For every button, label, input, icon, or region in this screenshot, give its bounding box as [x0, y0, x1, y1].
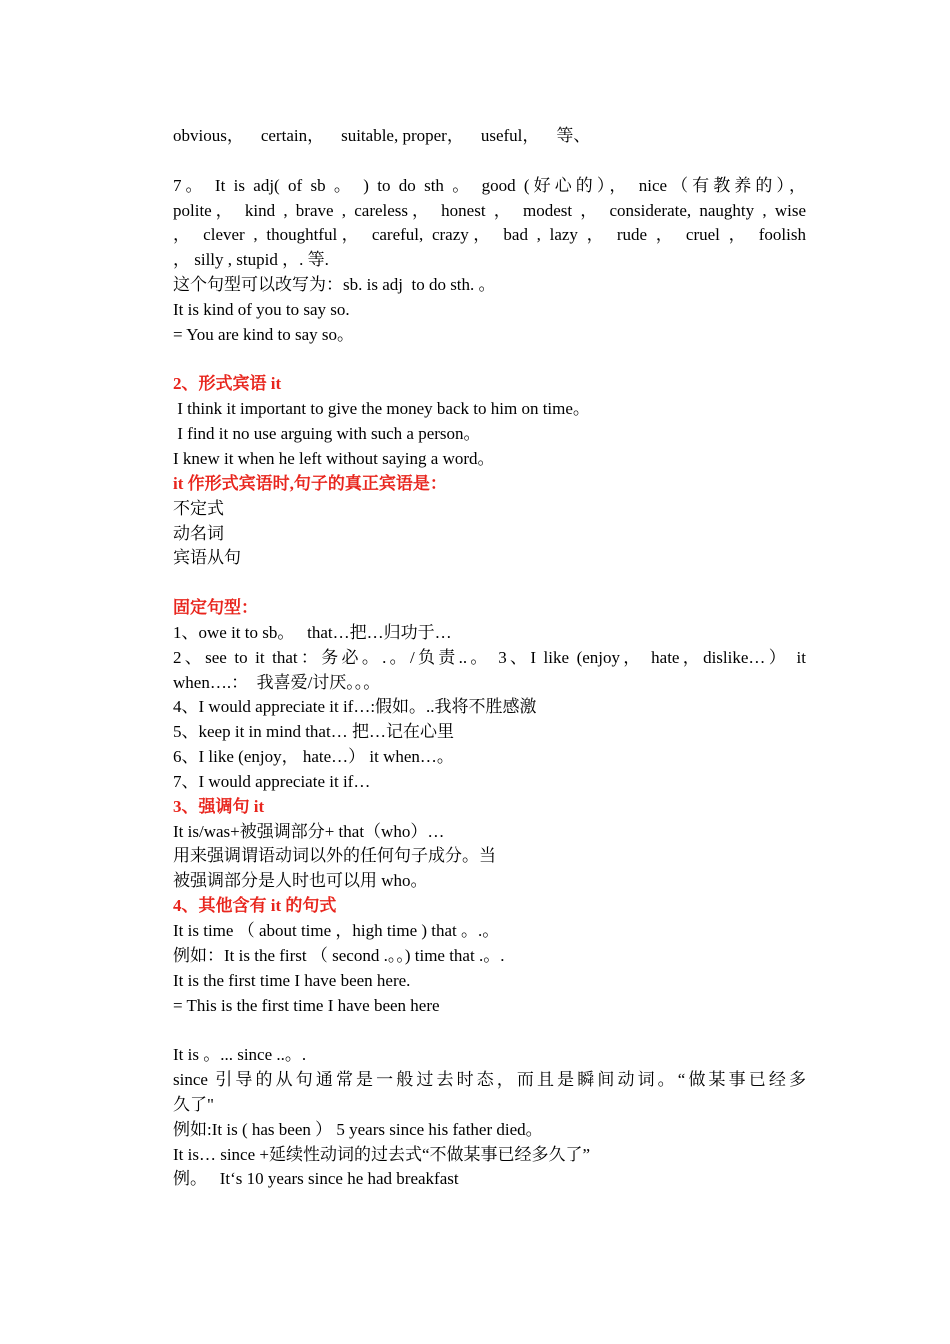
text-line: ， clever , thoughtful， careful, crazy， bad , lazy ， rude ， cruel ， foolish [173, 225, 806, 245]
text-line: It is… since +延续性动词的过去式“不做某事已经多久了” [173, 1144, 591, 1164]
text-line: It is kind of you to say so. [173, 299, 350, 319]
text-line: ， silly , stupid ，. 等. [173, 250, 329, 270]
text-line: 5、keep it in mind that… 把…记在心里 [173, 722, 454, 742]
text-line: 例。 It‘s 10 years since he had breakfast [173, 1169, 459, 1189]
blank-line [173, 149, 806, 174]
text-line: 用来强调谓语动词以外的任何句子成分。当 [173, 846, 496, 866]
blank-line [173, 1018, 806, 1043]
text-line: I find it no use arguing with such a person。 [173, 424, 481, 444]
blank-line [173, 348, 806, 373]
text-line: 这个句型可以改写为：sb. is adj to do sth. 。 [173, 275, 496, 295]
text-line: It is 。... since ..。. [173, 1045, 307, 1065]
section-heading: 固定句型： [173, 598, 258, 618]
text-line: 7。 It is adj( of sb 。 ) to do sth 。 good (好心的）， nice（有教养的）， [173, 175, 806, 195]
text-line: 不定式 [173, 498, 224, 518]
text-line: = You are kind to say so。 [173, 324, 355, 344]
section-heading: 2、形式宾语 it [173, 374, 282, 394]
section-heading: 4、其他含有 it 的句式 [173, 896, 337, 916]
text-line: I think it important to give the money back to him on time。 [173, 399, 590, 419]
text-line: 久了" [173, 1094, 214, 1114]
text-line: polite， kind , brave , careless， honest ， modest ， considerate, naughty , wise [173, 200, 806, 220]
blank-line [173, 571, 806, 596]
text-line: 被强调部分是人时也可以用 who。 [173, 871, 428, 891]
text-line: 7、I would appreciate it if… [173, 771, 371, 791]
text-line: 4、I would appreciate it if…:假如。..我将不胜感激 [173, 697, 537, 717]
text-line: since 引导的从句通常是一般过去时态，而且是瞬间动词。“做某事已经多 [173, 1070, 806, 1090]
text-line: 6、I like (enjoy， hate…） it when…。 [173, 747, 454, 767]
text-line: when….： 我喜爱/讨厌。。。 [173, 672, 381, 692]
text-line: It is the first time I have been here. [173, 970, 411, 990]
text-line: I knew it when he left without saying a word。 [173, 448, 495, 468]
text-line: 2、see to it that：务必。.。/负责..。 3、I like (enjoy， hate，dislike…） it [173, 647, 806, 667]
section-heading: 3、强调句 it [173, 796, 265, 816]
text-line: 1、owe it to sb。 that…把…归功于… [173, 622, 452, 642]
text-line: obvious， certain， suitable, proper， useful， 等、 [173, 126, 591, 145]
text-line: 宾语从句 [173, 548, 241, 568]
text-line: It is/was+被强调部分+ that（who）… [173, 821, 445, 841]
document-page [173, 124, 806, 1192]
text-line: = This is the first time I have been here [173, 995, 440, 1015]
text-line: 动名词 [173, 523, 224, 543]
text-line: It is time （ about time ，high time ) that 。.。 [173, 921, 500, 940]
text-line: 例如：It is the first （ second .。。) time that .。. [173, 945, 505, 965]
text-line: 例如:It is ( has been ） 5 years since his father died。 [173, 1119, 543, 1139]
section-heading: it 作形式宾语时,句子的真正宾语是： [173, 473, 447, 493]
